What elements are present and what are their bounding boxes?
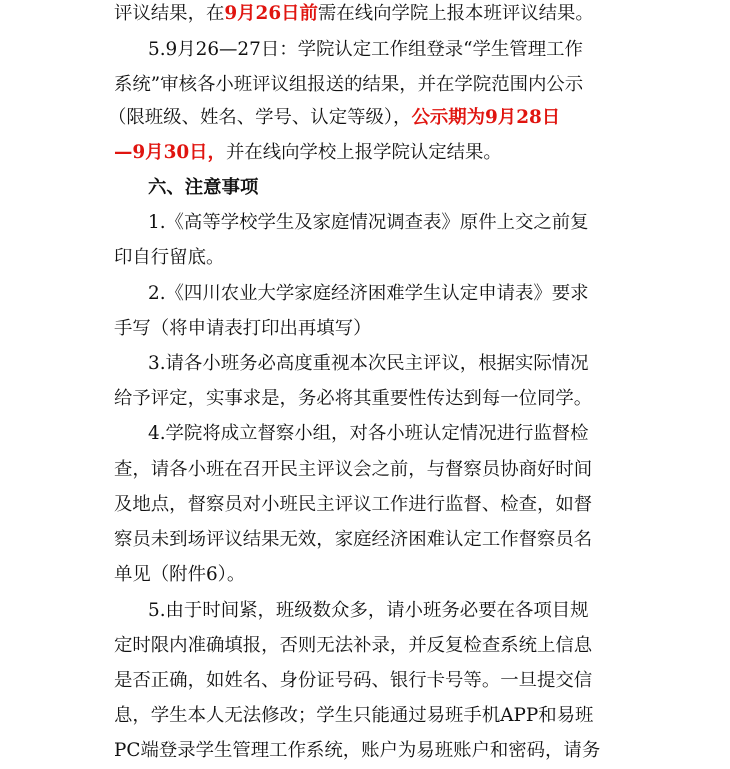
text-run: （限班级、姓名、学号、认定等级）， <box>108 107 412 128</box>
paragraph-line: 1.《高等学校学生及家庭情况调查表》原件上交之前复 <box>148 212 589 233</box>
highlight-date: 公示期为9月28日 <box>411 107 561 128</box>
paragraph-line: 息，学生本人无法修改；学生只能通过易班手机APP和易班 <box>114 705 594 726</box>
paragraph-line: 5.9月26—27日：学院认定工作组登录“学生管理工作 <box>148 39 583 60</box>
section-heading: 六、注意事项 <box>148 177 259 198</box>
paragraph-line: PC端登录学生管理工作系统，账户为易班账户和密码，请务 <box>114 740 601 761</box>
paragraph-line <box>114 0 594 32</box>
paragraph-line: 系统”审核各小班评议组报送的结果，并在学院范围内公示 <box>114 74 584 95</box>
paragraph-line: 及地点，督察员对小班民主评议工作进行监督、检查，如督 <box>114 494 593 515</box>
paragraph-line: 是否正确，如姓名、身份证号码、银行卡号等。一旦提交信 <box>114 670 593 691</box>
text-run: 并在线向学校上报学院认定结果。 <box>225 142 502 163</box>
text-run: 评议结果，在 <box>114 3 225 24</box>
paragraph-line: 给予评定，实事求是，务必将其重要性传达到每一位同学。 <box>114 388 593 409</box>
paragraph-line: 察员未到场评议结果无效，家庭经济困难认定工作督察员名 <box>114 529 593 550</box>
paragraph-line: 定时限内准确填报，否则无法补录，并反复检查系统上信息 <box>114 635 593 656</box>
highlight-date: 9月26日前 <box>224 3 318 24</box>
text-run: 需在线向学院上报本班评议结果。 <box>317 3 594 24</box>
paragraph-line <box>108 100 560 136</box>
paragraph-line: 5.由于时间紧，班级数众多，请小班务必要在各项目规 <box>148 600 589 621</box>
paragraph-line: 印自行留底。 <box>114 247 225 268</box>
highlight-date: —9月30日， <box>114 142 226 163</box>
paragraph-line: 3.请各小班务必高度重视本次民主评议，根据实际情况 <box>148 353 589 374</box>
paragraph-line: 2.《四川农业大学家庭经济困难学生认定申请表》要求 <box>148 283 589 304</box>
paragraph-line: 查，请各小班在召开民主评议会之前，与督察员协商好时间 <box>114 459 593 480</box>
paragraph-line: 单见（附件6）。 <box>114 564 246 585</box>
paragraph-line: 手写（将申请表打印出再填写） <box>114 318 372 339</box>
paragraph-line: 4.学院将成立督察小组，对各小班认定情况进行监督检 <box>148 423 589 444</box>
paragraph-line <box>114 135 502 171</box>
